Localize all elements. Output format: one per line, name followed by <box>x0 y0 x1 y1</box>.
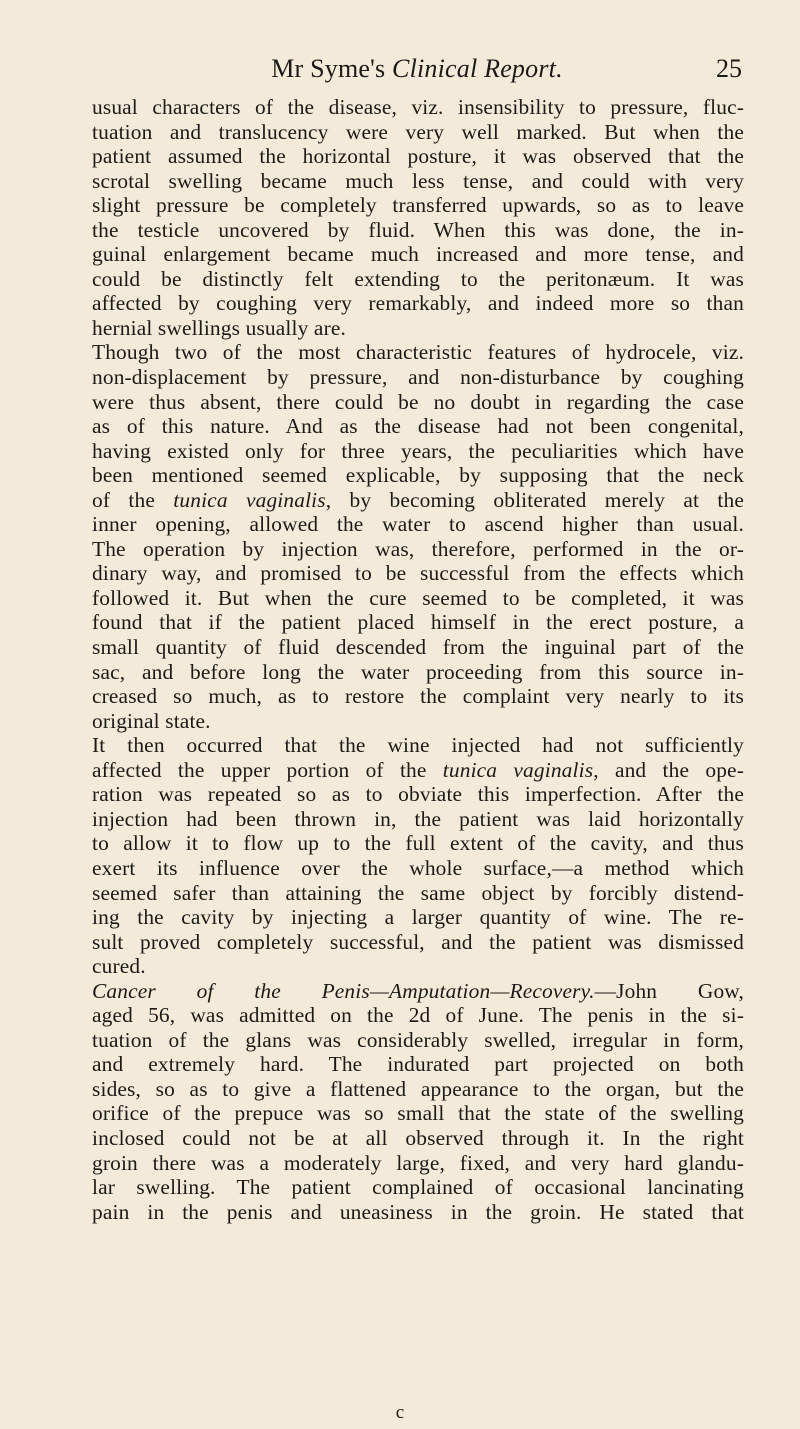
text-line: lar swelling. The patient complained of occasional lancinating <box>92 1175 744 1200</box>
italic-phrase: tunica vaginalis <box>442 757 594 782</box>
body-text <box>92 95 744 1224</box>
text-line: Though two of the most characteristic features of hydrocele, viz. <box>92 340 744 365</box>
running-header <box>92 52 742 86</box>
text-line: found that if the patient placed himself in the erect posture, a <box>92 610 744 635</box>
running-title-italic: Clinical Report. <box>392 54 563 83</box>
text-line: sult proved completely successful, and the patient was dismissed <box>92 929 744 954</box>
text-line: small quantity of fluid descended from the inguinal part of the <box>92 635 744 660</box>
text-line: slight pressure be completely transferred upwards, so as to leave <box>92 193 744 218</box>
text-line-part: —John Gow, <box>594 978 745 1003</box>
text-line: guinal enlargement became much increased and more tense, and <box>92 242 744 267</box>
text-line: aged 56, was admitted on the 2d of June. The penis in the si- <box>92 1003 744 1028</box>
text-line-part: affected the upper portion of the <box>92 757 443 782</box>
text-line: patient assumed the horizontal posture, it was observed that the <box>92 144 744 169</box>
text-line: inclosed could not be at all observed through it. In the right <box>92 1125 744 1150</box>
italic-phrase: Cancer of the Penis—Amputation—Recovery. <box>92 978 595 1003</box>
text-line: creased so much, as to restore the complaint very nearly to its <box>92 684 744 709</box>
text-line: cured. <box>92 954 146 979</box>
text-line: tuation and translucency were very well marked. But when the <box>92 119 744 144</box>
text-line: the testicle uncovered by fluid. When this was done, the in- <box>92 217 744 242</box>
text-line: were thus absent, there could be no doubt in regarding the case <box>92 389 744 414</box>
text-line-part: , and the ope- <box>593 757 744 782</box>
text-line: and extremely hard. The indurated part projected on both <box>92 1052 744 1077</box>
text-line: sac, and before long the water proceeding from this source in- <box>92 659 744 684</box>
text-line: ration was repeated so as to obviate this imperfection. After the <box>92 782 744 807</box>
text-line <box>92 979 744 1004</box>
text-line: exert its influence over the whole surface,—a method which <box>92 855 744 880</box>
text-line: usual characters of the disease, viz. insensibility to pressure, fluc- <box>92 95 744 119</box>
text-line-part: , by becoming obliterated merely at the <box>325 487 744 512</box>
text-line: orifice of the prepuce was so small that the state of the swelling <box>92 1101 744 1126</box>
text-line: affected by coughing very remarkably, and indeed more so than <box>92 291 744 316</box>
text-line: followed it. But when the cure seemed to be completed, it was <box>92 585 744 610</box>
page-number: 25 <box>716 54 742 83</box>
text-line <box>92 488 744 513</box>
text-line: inner opening, allowed the water to ascend higher than usual. <box>92 512 744 537</box>
signature-mark: c <box>395 1402 405 1423</box>
text-line: having existed only for three years, the peculiarities which have <box>92 438 744 463</box>
running-title-text: Mr Syme's <box>271 54 393 83</box>
text-line: non-displacement by pressure, and non-disturbance by coughing <box>92 365 744 390</box>
italic-phrase: tunica vaginalis <box>173 487 326 512</box>
text-line: groin there was a moderately large, fixed, and very hard glandu- <box>92 1150 744 1175</box>
text-line: been mentioned seemed explicable, by supposing that the neck <box>92 463 744 488</box>
text-line: seemed safer than attaining the same object by forcibly distend- <box>92 880 744 905</box>
running-title <box>92 52 742 86</box>
text-line: original state. <box>92 708 211 733</box>
text-line: It then occurred that the wine injected had not sufficiently <box>92 733 744 758</box>
text-line: as of this nature. And as the disease had not been congenital, <box>92 414 744 439</box>
text-line: injection had been thrown in, the patient was laid horizontally <box>92 806 744 831</box>
text-line: hernial swellings usually are. <box>92 315 346 340</box>
text-line: ing the cavity by injecting a larger quantity of wine. The re- <box>92 905 744 930</box>
text-line: pain in the penis and uneasiness in the groin. He stated that <box>92 1199 744 1224</box>
text-line: sides, so as to give a flattened appearance to the organ, but the <box>92 1076 744 1101</box>
text-line: could be distinctly felt extending to the peritonæum. It was <box>92 266 744 291</box>
text-line-part: of the <box>92 487 174 512</box>
text-line: tuation of the glans was considerably swelled, irregular in form, <box>92 1027 744 1052</box>
text-line: The operation by injection was, therefore, performed in the or- <box>92 536 744 561</box>
text-line <box>92 758 744 783</box>
text-line: scrotal swelling became much less tense, and could with very <box>92 168 744 193</box>
text-line: dinary way, and promised to be successful from the effects which <box>92 561 744 586</box>
text-line: to allow it to flow up to the full extent of the cavity, and thus <box>92 831 744 856</box>
